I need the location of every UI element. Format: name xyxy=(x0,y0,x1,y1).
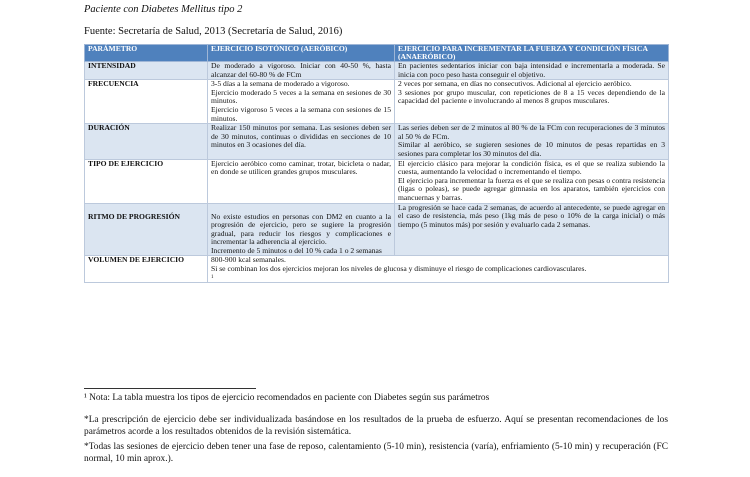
anaerobic-cell xyxy=(395,159,669,203)
param-name: RITMO DE PROGRESIÓN xyxy=(85,203,208,256)
aerobic-cell: De moderado a vigoroso. Iniciar con 40-50 %, hasta alcanzar del 60-80 % de FCm xyxy=(208,62,395,80)
anaerobic-cell xyxy=(395,80,669,124)
header-parameter: PARÁMETRO xyxy=(85,45,208,62)
cell-line: No existe estudios en personas con DM2 en cuanto a la progresión de ejercicio, pero se sugiere la progresión gradual, para reducir los riesgos y complicaciones e incrementar la adherencia al ejercicio. xyxy=(211,211,391,247)
row-ritmo-de-progresion xyxy=(85,203,669,256)
cell-line: Si se combinan los dos ejercicios mejoran los niveles de glucosa y disminuye el riesgo de complicaciones cardiovasculares. xyxy=(211,264,587,274)
cell-line: Ejercicio moderado 5 veces a la semana en sesiones de 30 minutos. xyxy=(211,87,391,106)
row-intensidad xyxy=(85,62,669,80)
cell-line: Similar al aeróbico, se sugieren sesiones de 10 minutos de pesas repartidas en 3 sesiones para completar los 30 minutos del día. xyxy=(398,140,665,158)
aerobic-cell: Ejercicio aeróbico como caminar, trotar, bicicleta o nadar, en donde se utilicen grandes grupos musculares. xyxy=(208,159,395,203)
row-duracion xyxy=(85,124,669,159)
row-volumen-de-ejercicio xyxy=(85,256,669,283)
cell-line: 3 sesiones por grupo muscular, con repeticiones de 8 a 15 veces dependiendo de la capacidad del paciente e involucrando al menos 8 grupos musculares. xyxy=(398,87,665,106)
param-name: DURACIÓN xyxy=(85,124,208,159)
cell-line: 2 veces por semana, en días no consecutivos. Adicional al ejercicio aeróbico. xyxy=(398,79,632,89)
cell-line: El ejercicio clásico para mejorar la condición física, es el que se realiza subiendo la cuesta, aumentando la velocidad o incrementando el tiempo. xyxy=(398,158,665,177)
param-name: INTENSIDAD xyxy=(85,62,208,80)
anaerobic-cell: En pacientes sedentarios iniciar con baja intensidad e incrementarla a moderada. Se inicia con poco peso hasta conseguir el objetivo. xyxy=(395,62,669,80)
anaerobic-cell xyxy=(395,124,669,159)
aerobic-cell xyxy=(208,203,395,256)
running-header: Paciente con Diabetes Mellitus tipo 2 xyxy=(84,4,243,15)
footnote-separator xyxy=(84,388,256,389)
aerobic-cell xyxy=(208,80,395,124)
header-aerobic: EJERCICIO ISOTÓNICO (AERÓBICO) xyxy=(208,45,395,62)
row-tipo-de-ejercicio xyxy=(85,159,669,203)
anaerobic-cell: La progresión se hace cada 2 semanas, de acuerdo al antecedente, se puede agregar en el caso de resistencia, más peso (1kg más de peso o 10% de la carga inicial) o más tiempo (5 minutos más) por sesión y evaluarlo cada 2 semanas. xyxy=(395,203,669,256)
footnote-3: *Todas las sesiones de ejercicio deben tener una fase de reposo, calentamiento (5-10 min), resistencia (varía), enfriamiento (5-10 min) y recuperación (FC normal, 10 min aprox.). xyxy=(84,442,668,464)
source-line: Fuente: Secretaría de Salud, 2013 (Secretaría de Salud, 2016) xyxy=(84,26,343,37)
param-name: VOLUMEN DE EJERCICIO xyxy=(85,256,208,283)
footnote-1: ¹ Nota: La tabla muestra los tipos de ejercicio recomendados en paciente con Diabetes según sus parámetros xyxy=(84,393,490,403)
table-header-row xyxy=(85,45,669,62)
row-frecuencia xyxy=(85,80,669,124)
exercise-parameters-table xyxy=(84,44,669,283)
cell-line: Incremento de 5 minutos o del 10 % cada 1 o 2 semanas xyxy=(211,245,382,255)
param-name: TIPO DE EJERCICIO xyxy=(85,159,208,203)
cell-line: 800-900 kcal semanales. xyxy=(211,255,286,265)
cell-line: 3-5 días a la semana de moderado a vigoroso. xyxy=(211,79,350,89)
footnote-2: *La prescripción de ejercicio debe ser individualizada basándose en los resultados de la prueba de esfuerzo. Aquí se presentan recomendaciones de los parámetros acorde a los resultados obtenidos de la revisión sistemática. xyxy=(84,415,668,437)
cell-line: El ejercicio para incrementar la fuerza es el que se realiza con pesas o contra resistencia (ligas o poleas), se puede agregar gimnasia en los aparatos, también ejercicios con mancuernas y barras. xyxy=(398,175,665,202)
aerobic-cell: Realizar 150 minutos por semana. Las sesiones deben ser de 30 minutos, continuas o divididas en secciones de 10 minutos en 3 ocasiones del día. xyxy=(208,124,395,159)
footnote-mark: 1 xyxy=(211,274,214,280)
volumen-cell xyxy=(208,256,669,283)
param-name: FRECUENCIA xyxy=(85,80,208,124)
header-anaerobic: EJERCICIO PARA INCREMENTAR LA FUERZA Y CONDICIÓN FÍSICA (ANAERÓBICO) xyxy=(395,45,669,62)
cell-line: Ejercicio vigoroso 5 veces a la semana con sesiones de 15 minutos. xyxy=(211,104,391,123)
cell-line: Las series deben ser de 2 minutos al 80 % de la FCm con recuperaciones de 3 minutos al 50 % de FCm. xyxy=(398,123,665,141)
